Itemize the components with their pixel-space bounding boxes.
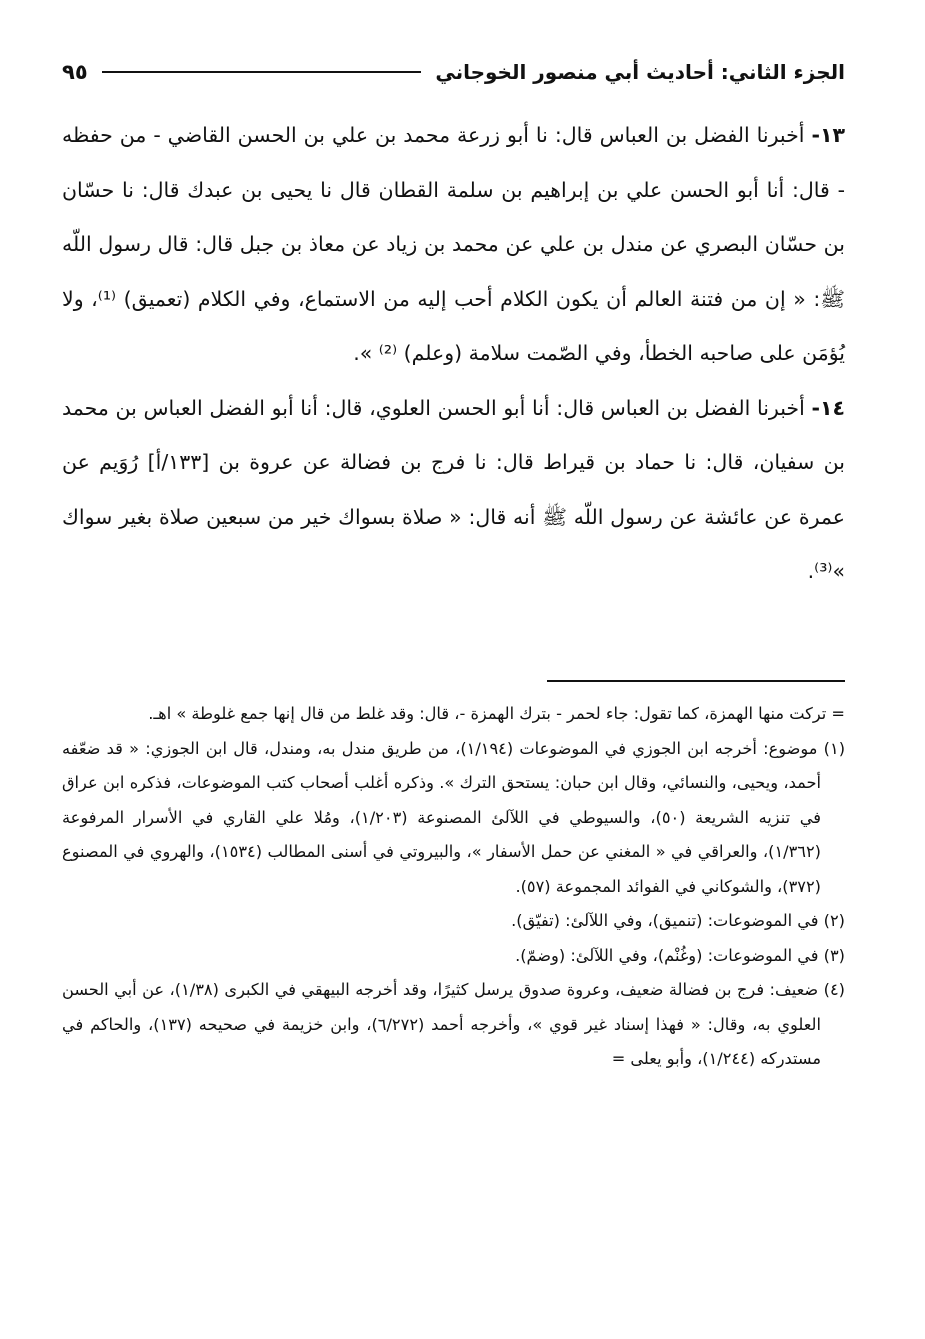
hadith-13 <box>62 108 845 381</box>
footnote-3: (٣) في الموضوعات: (وغُنْم)، وفي اللآلئ: (وضمّ). <box>515 945 845 965</box>
hadith-number: ١٣- <box>811 123 845 147</box>
hadith-14 <box>62 381 845 599</box>
hadith-number: ١٤- <box>811 395 845 420</box>
footnote-separator <box>547 680 845 682</box>
hadith-text: أخبرنا الفضل بن العباس قال: نا أبو زرعة محمد بن علي بن الحسن القاضي - من حفظه - قال: أنا أبو الحسن علي بن إبراهيم بن سلمة القطان قال نا يحيى بن عبدك قال: نا حسّان بن حسّان البصري عن مندل بن علي عن محمد بن زياد عن معاذ بن جبل قال: قال رسول اللّه ﷺ: « إن من فتنة العالم أن يكون الكلام أحب إليه من الاستماع، وفي الكلام (تعميق) ⁽¹⁾، ولا يُؤمَن على صاحبه الخطأ، وفي الصّمت سلامة (وعلم) ⁽²⁾ ». <box>62 123 845 365</box>
running-header <box>62 52 845 92</box>
footnotes <box>62 697 845 1077</box>
main-text <box>62 108 845 599</box>
running-title: الجزء الثاني: أحاديث أبي منصور الخوجاني <box>435 60 845 84</box>
header-rule <box>102 71 422 73</box>
footnote-2: (٢) في الموضوعات: (تنميق)، وفي اللآلئ: (تفيّق). <box>511 911 845 930</box>
footnote-continuation: = تركت منها الهمزة، كما تقول: جاء لحمر - بترك الهمزة -، قال: وقد غلط من قال إنها جمع غلوطة » اهـ. <box>148 704 845 723</box>
page-number: ٩٥ <box>62 60 88 84</box>
footnote-1: (١) موضوع: أخرجه ابن الجوزي في الموضوعات (١/١٩٤)، من طريق مندل به، ومندل، قال ابن الجوزي: « قد ضعّفه أحمد، ويحيى، والنسائي، وقال ابن حبان: يستحق الترك ». وذكره أغلب أصحاب كتب الموضوعات، فذكره ابن عراق في تنزيه الشريعة (٥٠)، والسيوطي في اللآلئ المصنوعة (١/٢٠٣)، ومُلا علي القاري في الأسرار المرفوعة (١/٣٦٢)، والعراقي في « المغني عن حمل الأسفار »، والبيروتي في أسنى المطالب (١٥٣٤)، والهروي في المصنوع (٣٧٢)، والشوكاني في الفوائد المجموعة (٥٧). <box>62 738 846 896</box>
footnote-4: (٤) ضعيف: فرج بن فضالة ضعيف، وعروة صدوق يرسل كثيرًا، وقد أخرجه البيهقي في الكبرى (١/٣٨)، عن أبي الحسن العلوي به، وقال: « فهذا إسناد غير قوي »، وأخرجه أحمد (٦/٢٧٢)، وابن خزيمة في صحيحه (١٣٧)، والحاكم في مستدركه (١/٢٤٤)، وأبو يعلى = <box>62 980 845 1068</box>
hadith-text: أخبرنا الفضل بن العباس قال: أنا أبو الحسن العلوي، قال: أنا أبو الفضل العباس بن محمد بن سفيان، قال: نا حماد بن قيراط قال: نا فرج بن فضالة عن عروة بن [١٣٣/أ] رُوَيم عن عمرة عن عائشة عن رسول اللّه ﷺ أنه قال: « صلاة بسواك خير من سبعين صلاة بغير سواك »⁽³⁾. <box>62 395 845 583</box>
